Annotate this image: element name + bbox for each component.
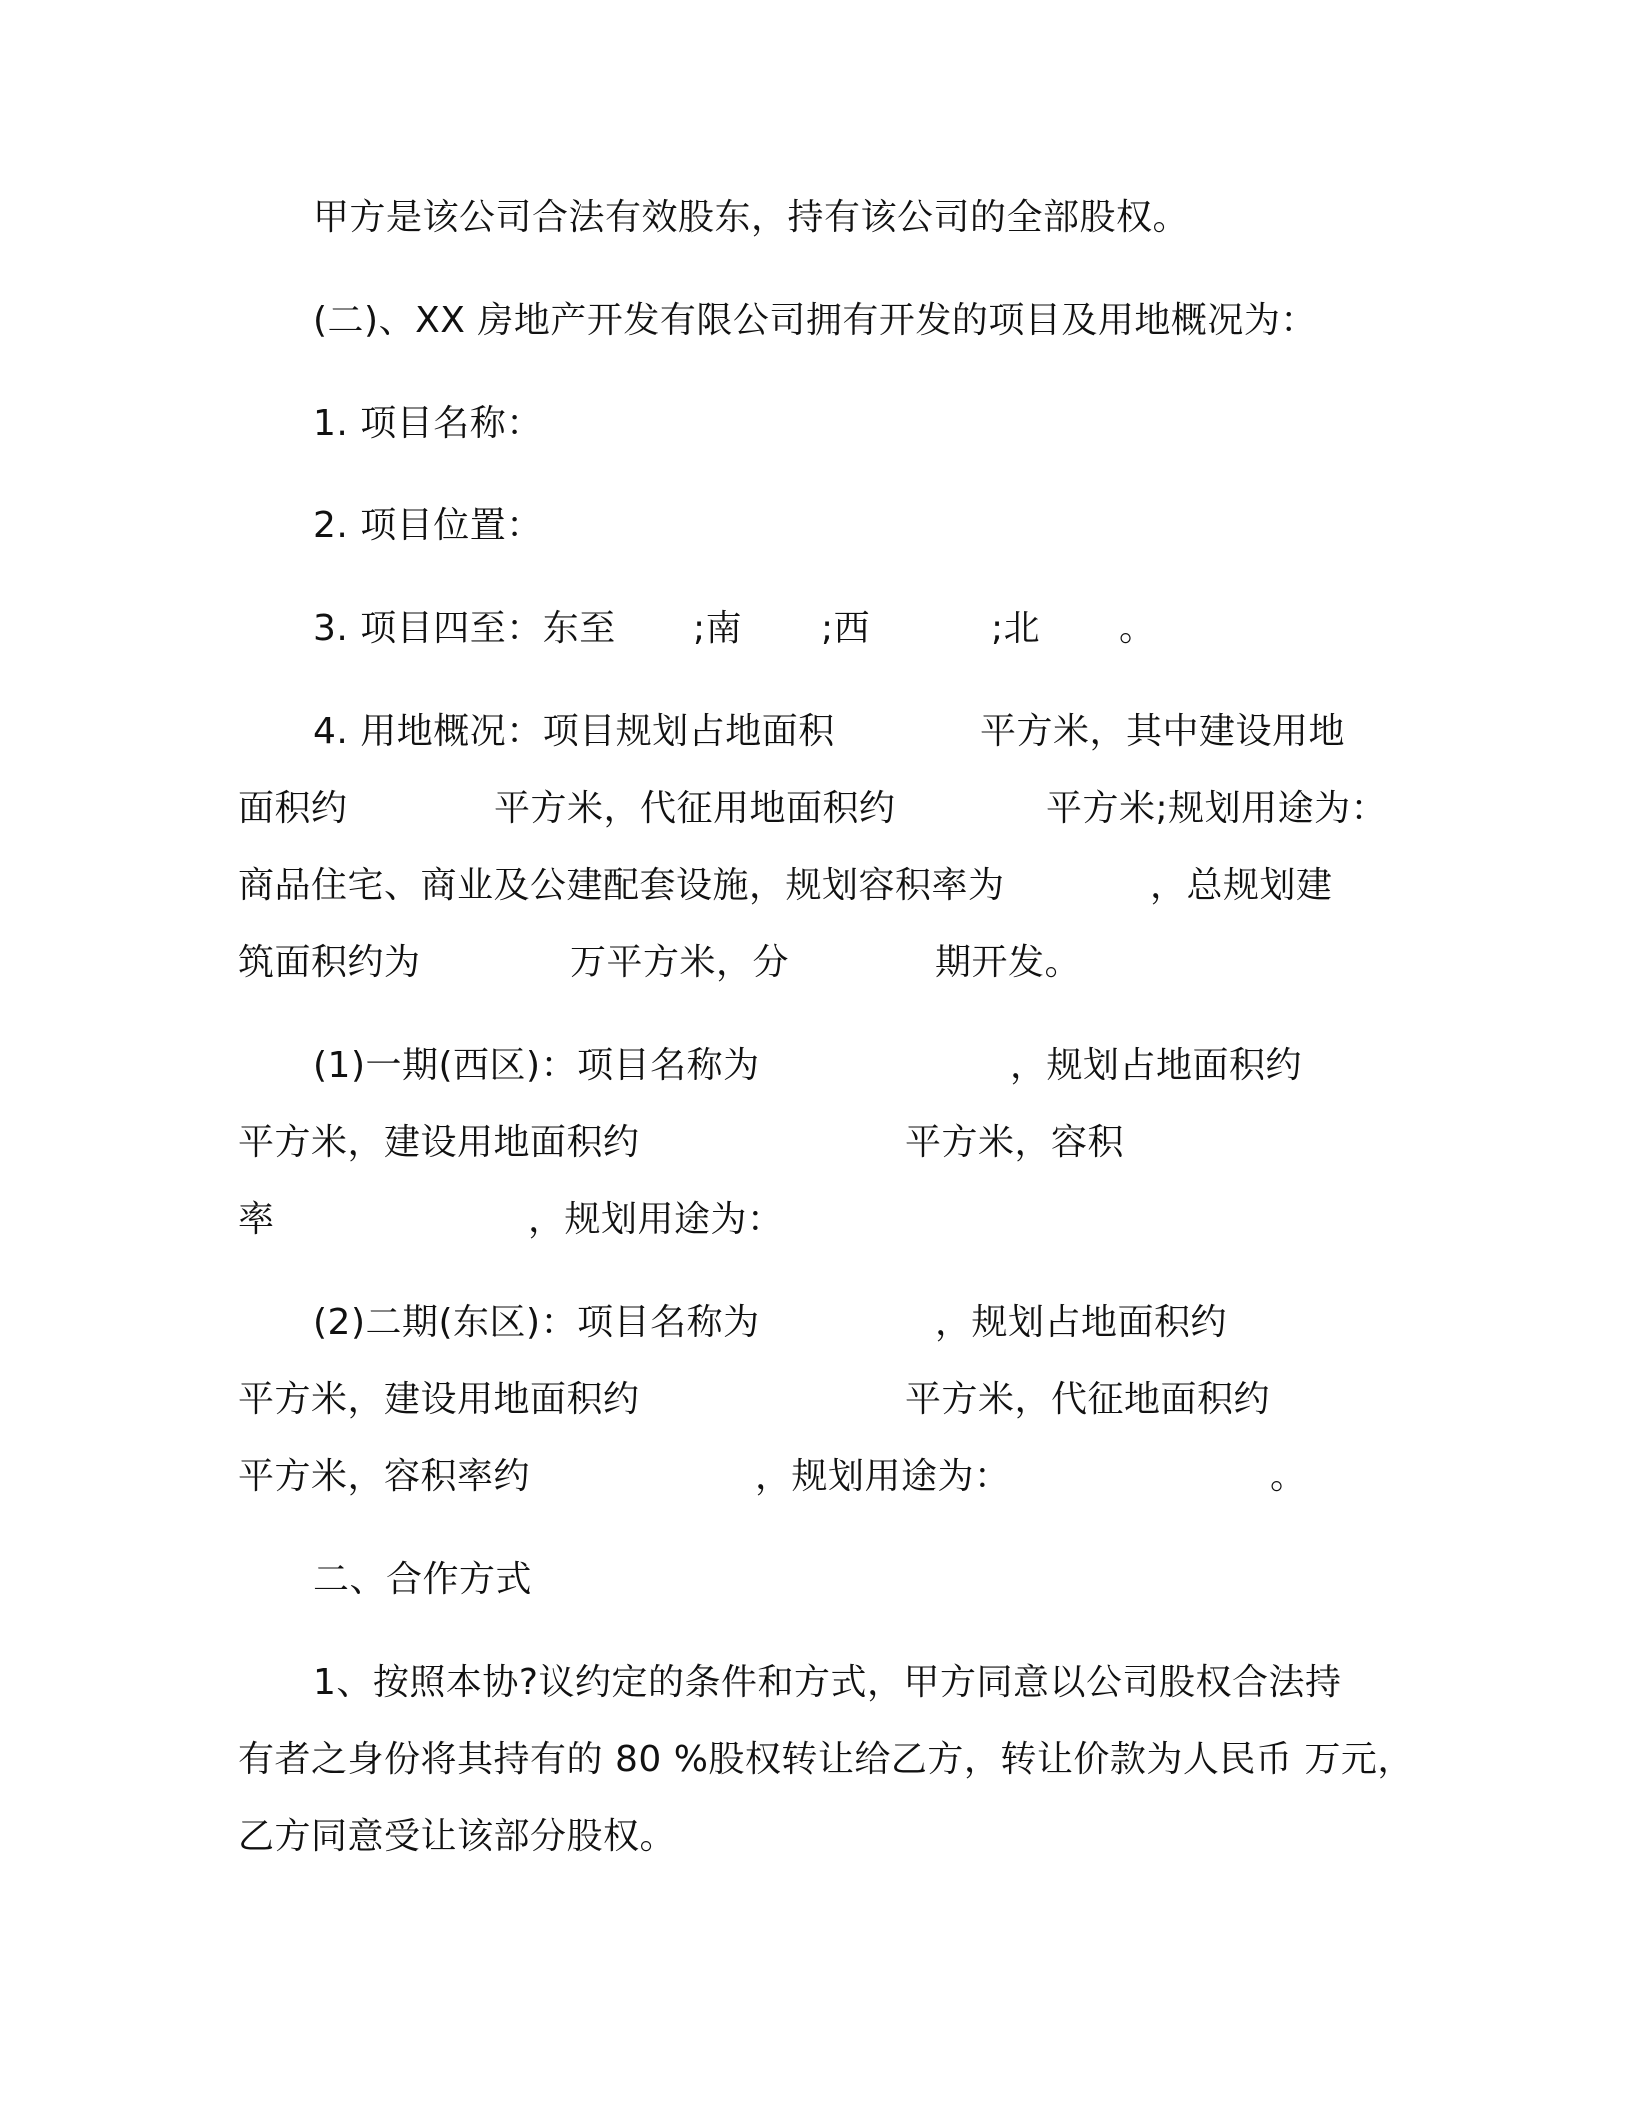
boundary-west-label: ;西 <box>821 608 871 649</box>
paragraph-text: 甲方是该公司合法有效股东，持有该公司的全部股权。 <box>313 197 1190 238</box>
phase-text: 率 <box>238 1199 275 1240</box>
clause1-line-3 <box>238 1814 676 1860</box>
phase-text: 平方米，建设用地面积约 <box>238 1122 640 1163</box>
boundary-end-mark: 。 <box>1119 608 1156 649</box>
phase-text: ，规划占地面积约 <box>935 1302 1228 1343</box>
clause1-line-1 <box>313 1660 1342 1706</box>
phase-text: ，规划用途为： <box>528 1199 784 1240</box>
boundary-east-label: 3. 项目四至：东至 <box>313 608 616 649</box>
paragraph-shareholder <box>313 195 1189 241</box>
section-heading-text: 二、合作方式 <box>313 1559 533 1600</box>
phase-text: ，规划用途为： <box>755 1456 1011 1497</box>
phase-text: (1)一期(西区)：项目名称为 <box>313 1045 760 1086</box>
clause-text: 1、按照本协?议约定的条件和方式，甲方同意以公司股权合法持 <box>313 1662 1342 1703</box>
paragraph-project-overview-heading <box>313 298 1317 344</box>
clause-text: 有者之身份将其持有的 80 %股权转让给乙方，转让价款为人民币 万元， <box>238 1739 1414 1780</box>
phase-text: ，规划占地面积约 <box>1010 1045 1303 1086</box>
item-text: 4. 用地概况：项目规划占地面积 <box>313 711 835 752</box>
item-text: 2. 项目位置： <box>313 505 543 546</box>
item-text: 筑面积约为 <box>238 942 421 983</box>
item-text: 商品住宅、商业及公建配套设施，规划容积率为 <box>238 865 1005 906</box>
paragraph-text: (二)、XX 房地产开发有限公司拥有开发的项目及用地概况为： <box>313 300 1317 341</box>
phase-text: 平方米，建设用地面积约 <box>238 1379 640 1420</box>
clause-text: 乙方同意受让该部分股权。 <box>238 1816 677 1857</box>
item-text: 万平方米，分 <box>570 942 790 983</box>
phase-text: (2)二期(东区)：项目名称为 <box>313 1302 760 1343</box>
item-text: 1. 项目名称： <box>313 403 543 444</box>
phase-text: 。 <box>1270 1456 1307 1497</box>
boundary-south-label: ;南 <box>693 608 743 649</box>
item-text: 平方米;规划用途为： <box>1046 788 1388 829</box>
phase-text: 平方米，容积率约 <box>238 1456 531 1497</box>
item-text: 期开发。 <box>935 942 1082 983</box>
section-heading-cooperation <box>313 1557 532 1603</box>
item-project-name <box>313 401 543 447</box>
boundary-north-label: ;北 <box>991 608 1041 649</box>
item-text: ，总规划建 <box>1150 865 1333 906</box>
item-text: 平方米，代征用地面积约 <box>494 788 896 829</box>
item-project-location <box>313 503 543 549</box>
phase-text: 平方米，代征地面积约 <box>905 1379 1271 1420</box>
item-text: 面积约 <box>238 788 348 829</box>
clause1-line-2 <box>238 1737 1414 1783</box>
phase-text: 平方米，容积 <box>905 1122 1125 1163</box>
item-text: 平方米，其中建设用地 <box>980 711 1346 752</box>
